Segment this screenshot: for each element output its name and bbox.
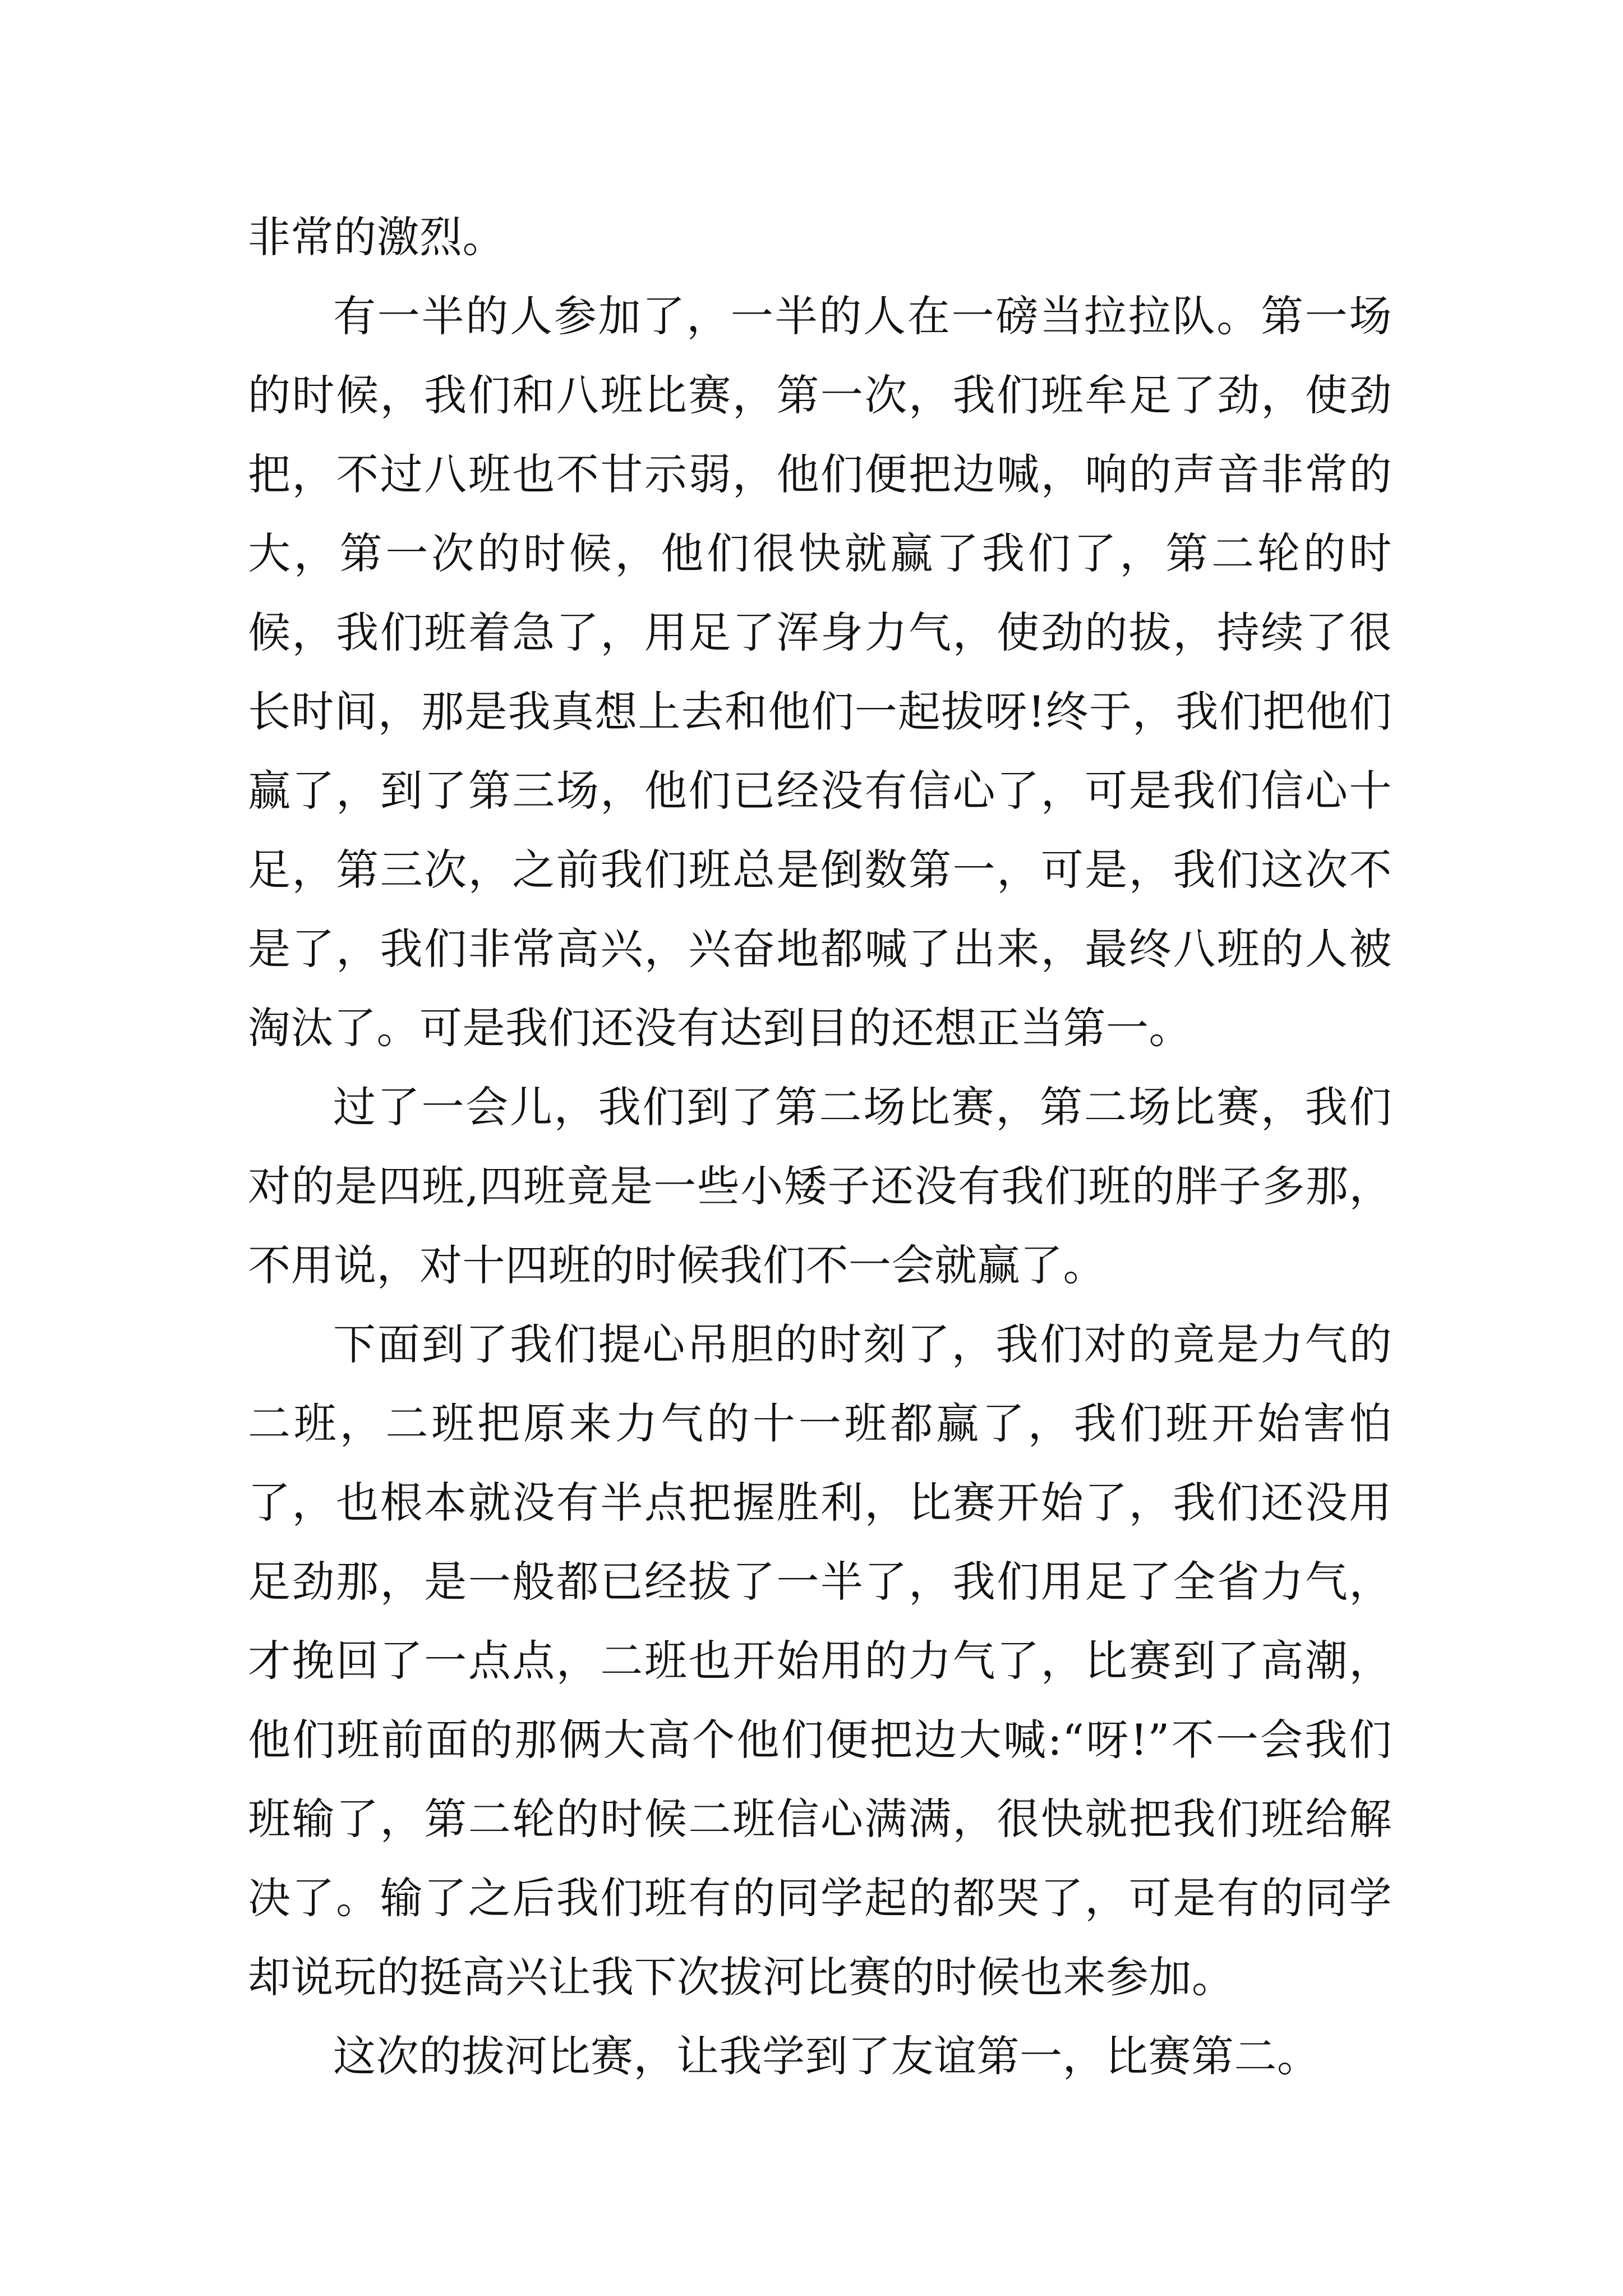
paragraph-tug-of-war-first-round: 有一半的人参加了，一半的人在一磅当拉拉队。第一场的时候，我们和八班比赛，第一次，我们班牟足了劲，使劲把，不过八班也不甘示弱，他们便把边喊，响的声音非常的大，第一次的时候，他们很快就赢了我们了，第二轮的时候，我们班着急了，用足了浑身力气，使劲的拔，持续了很长时间，那是我真想上去和他们一起拔呀!终于，我们把他们赢了，到了第三场，他们已经没有信心了，可是我们信心十足，第三次，之前我们班总是倒数第一，可是，我们这次不是了，我们非常高兴，兴奋地都喊了出来，最终八班的人被淘汰了。可是我们还没有达到目的还想正当第一。: [248, 291, 1392, 1053]
paragraph-conclusion: 这次的拔河比赛，让我学到了友谊第一，比赛第二。: [333, 2031, 1320, 2081]
paragraph-final-match: 下面到了我们提心吊胆的时刻了，我们对的竟是力气的二班，二班把原来力气的十一班都赢了，我们班开始害怕了，也根本就没有半点把握胜利，比赛开始了，我们还没用足劲那，是一般都已经拔了一半了，我们用足了全省力气，才挽回了一点点，二班也开始用的力气了，比赛到了高潮，他们班前面的那俩大高个他们便把边大喊:“呀!”不一会我们班输了，第二轮的时候二班信心满满，很快就把我们班给解决了。输了之后我们班有的同学起的都哭了，可是有的同学却说玩的挺高兴让我下次拔河比赛的时候也来参加。: [248, 1319, 1392, 2002]
body-text: [248, 197, 1392, 2096]
paragraph-second-match: 过了一会儿，我们到了第二场比赛，第二场比赛，我们对的是四班,四班竟是一些小矮子还没有我们班的胖子多那，不用说，对十四班的时候我们不一会就赢了。: [248, 1082, 1392, 1290]
paragraph-continued: 非常的激烈。: [248, 212, 505, 262]
